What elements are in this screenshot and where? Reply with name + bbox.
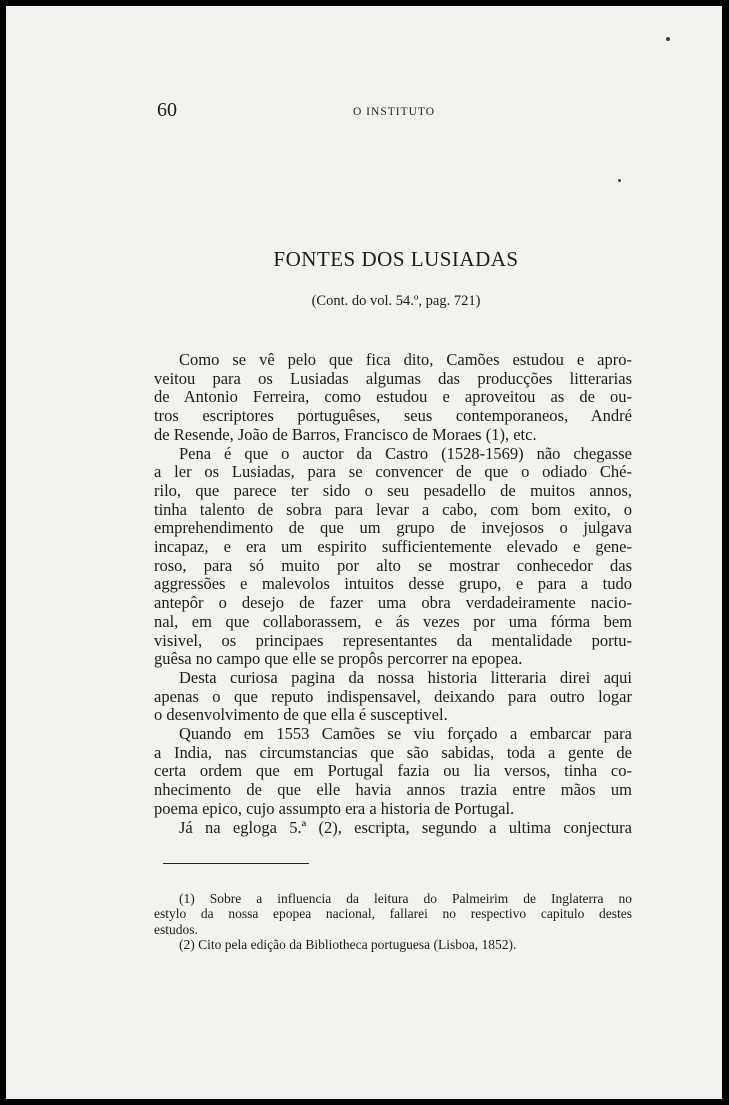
- paper-speck: [618, 179, 621, 182]
- footnote-line: (2) Cito pela edição da Bibliotheca portuguesa (Lisboa, 1852).: [179, 937, 517, 953]
- body-line: de Antonio Ferreira, como estudou e aproveitou as de ou-: [154, 387, 632, 407]
- paper-speck: [666, 37, 670, 41]
- body-line: rilo, que parece ter sido o seu pesadello de muitos annos,: [154, 480, 632, 500]
- footnote-line: estylo da nossa epopea nacional, fallarei no respectivo capitulo destes: [154, 906, 632, 922]
- body-line: Desta curiosa pagina da nossa historia litteraria direi aqui: [179, 667, 632, 687]
- body-line: veitou para os Lusiadas algumas das producções litterarias: [154, 368, 632, 388]
- body-line: de Resende, João de Barros, Francisco de Moraes (1), etc.: [154, 424, 537, 444]
- body-line: tinha talento de sobra para levar a cabo, com bom exito, o: [154, 499, 632, 519]
- body-line: incapaz, e era um espirito sufficientemente elevado e gene-: [154, 537, 632, 557]
- body-line: antepôr o desejo de fazer uma obra verdadeiramente nacio-: [154, 593, 632, 613]
- footnotes: [154, 891, 632, 953]
- body-line: tros escriptores portuguêses, seus contemporaneos, André: [154, 406, 632, 426]
- body-line: certa ordem que em Portugal fazia ou lia versos, tinha co-: [154, 761, 632, 781]
- page-number: 60: [157, 99, 177, 121]
- body-line: apenas o que reputo indispensavel, deixando para outro logar: [154, 686, 632, 706]
- body-line: nhecimento de que elle havia annos trazia entre mãos um: [154, 780, 632, 800]
- book-page: [6, 6, 722, 1099]
- body-line: visivel, os principaes representantes da mentalidade portu-: [154, 630, 632, 650]
- footnote-line: (1) Sobre a influencia da leitura do Palmeirim de Inglaterra no: [179, 891, 632, 906]
- article-subtitle: (Cont. do vol. 54.º, pag. 721): [311, 293, 481, 309]
- body-line: Quando em 1553 Camões se viu forçado a embarcar para: [179, 724, 632, 744]
- footnote-divider: [163, 863, 309, 864]
- body-line: a India, nas circumstancias que são sabidas, toda a gente de: [154, 742, 632, 762]
- footnote-line: estudos.: [154, 921, 198, 937]
- body-line: Pena é que o auctor da Castro (1528-1569) não chegasse: [179, 443, 632, 463]
- body-line: poema epico, cujo assumpto era a historia de Portugal.: [154, 798, 515, 818]
- body-line: Como se vê pelo que fica dito, Camões estudou e apro-: [179, 350, 632, 369]
- body-line: Já na egloga 5.ª (2), escripta, segundo a ultima conjectura: [179, 817, 632, 837]
- running-head: O INSTITUTO: [353, 106, 436, 118]
- body-line: aggressões e malevolos intuitos desse grupo, e para a tudo: [154, 574, 632, 594]
- body-line: emprehendimento de que um grupo de invejosos o julgava: [154, 518, 632, 538]
- body-line: guêsa no campo que elle se propôs percorrer na epopea.: [154, 649, 523, 669]
- body-line: roso, para só muito por alto se mostrar conhecedor das: [154, 555, 632, 575]
- body-text: [154, 351, 632, 837]
- body-line: nal, em que collaborassem, e ás vezes por uma fórma bem: [154, 611, 632, 631]
- body-line: o desenvolvimento de que ella é susceptivel.: [154, 705, 448, 725]
- article-title: FONTES DOS LUSIADAS: [273, 247, 519, 271]
- body-line: a ler os Lusiadas, para se convencer de que o odiado Ché-: [154, 462, 632, 482]
